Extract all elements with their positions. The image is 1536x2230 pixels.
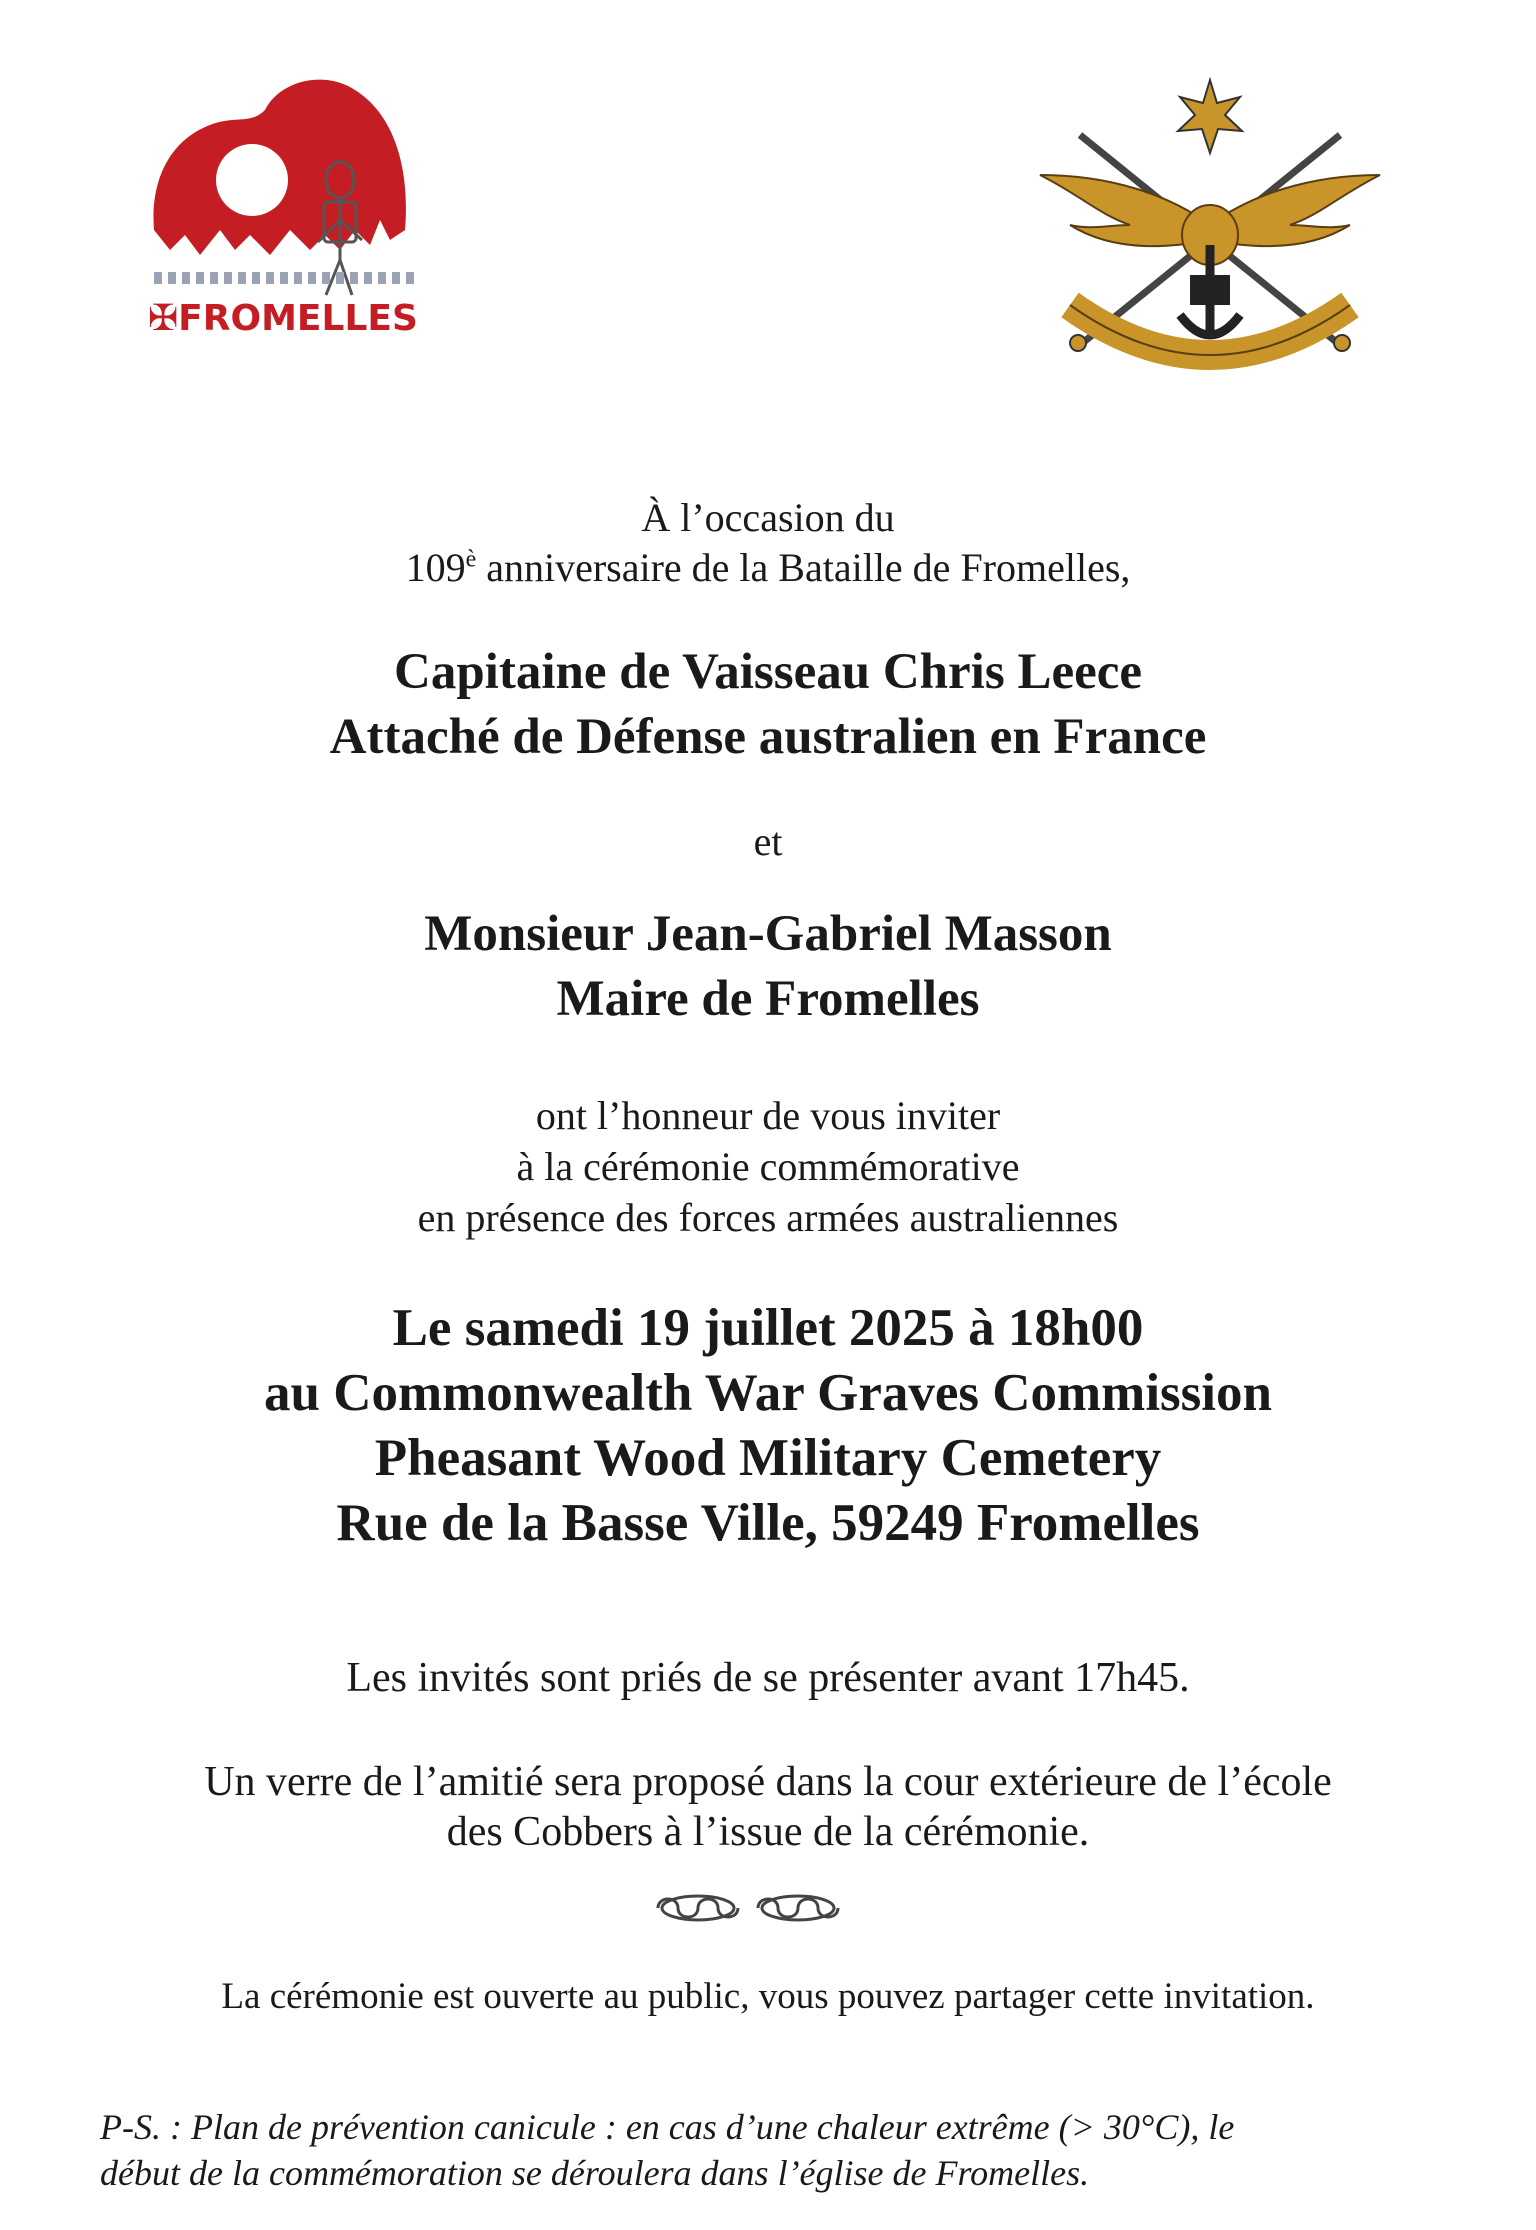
adf-logo [1020, 75, 1400, 395]
ps-line-2: début de la commémoration se déroulera dans l’église de Fromelles. [100, 2153, 1090, 2193]
arrival-note: Les invités sont priés de se présenter avant 17h45. [346, 1655, 1190, 1701]
fromelles-wordmark: FROMELLES [178, 298, 418, 339]
conjunction: et [753, 819, 783, 864]
event-date: Le samedi 19 juillet 2025 à 18h00 [392, 1299, 1144, 1357]
host1-title: Attaché de Défense australien en France [329, 709, 1207, 765]
adf-crest-icon [1020, 75, 1400, 395]
ornament-divider [648, 1888, 848, 1928]
invitation-line-2: à la cérémonie commémorative [516, 1144, 1020, 1189]
fromelles-logo [140, 70, 430, 350]
reception-line-1: Un verre de l’amitié sera proposé dans la cour extérieure de l’école [204, 1759, 1332, 1805]
anniversary-text: anniversaire de la Bataille de Fromelles, [476, 545, 1131, 590]
anniversary-suffix: è [465, 546, 477, 573]
host2-title: Maire de Fromelles [556, 971, 980, 1027]
intro-line-1: À l’occasion du [641, 495, 895, 540]
ps-line-1: P-S. : Plan de prévention canicule : en cas d’une chaleur extrême (> 30°C), le [100, 2107, 1235, 2147]
host1-name: Capitaine de Vaisseau Chris Leece [393, 644, 1143, 700]
invitation-line-3: en présence des forces armées australiennes [417, 1195, 1119, 1240]
fromelles-logo-caption [148, 298, 418, 339]
event-address: Rue de la Basse Ville, 59249 Fromelles [336, 1494, 1200, 1552]
cross-icon: ✠ [148, 298, 179, 339]
invitation-line-1: ont l’honneur de vous inviter [535, 1093, 1001, 1138]
reception-line-2: des Cobbers à l’issue de la cérémonie. [446, 1809, 1090, 1855]
event-venue-1: au Commonwealth War Graves Commission [263, 1364, 1272, 1422]
public-note: La cérémonie est ouverte au public, vous pouvez partager cette invitation. [221, 1976, 1315, 2017]
intro-line-2 [0, 544, 1536, 591]
flourish-icon [648, 1888, 848, 1928]
event-venue-2: Pheasant Wood Military Cemetery [374, 1429, 1162, 1487]
host2-name: Monsieur Jean-Gabriel Masson [424, 906, 1112, 962]
fromelles-emblem-icon [140, 70, 430, 300]
anniversary-number: 109 [405, 545, 466, 590]
